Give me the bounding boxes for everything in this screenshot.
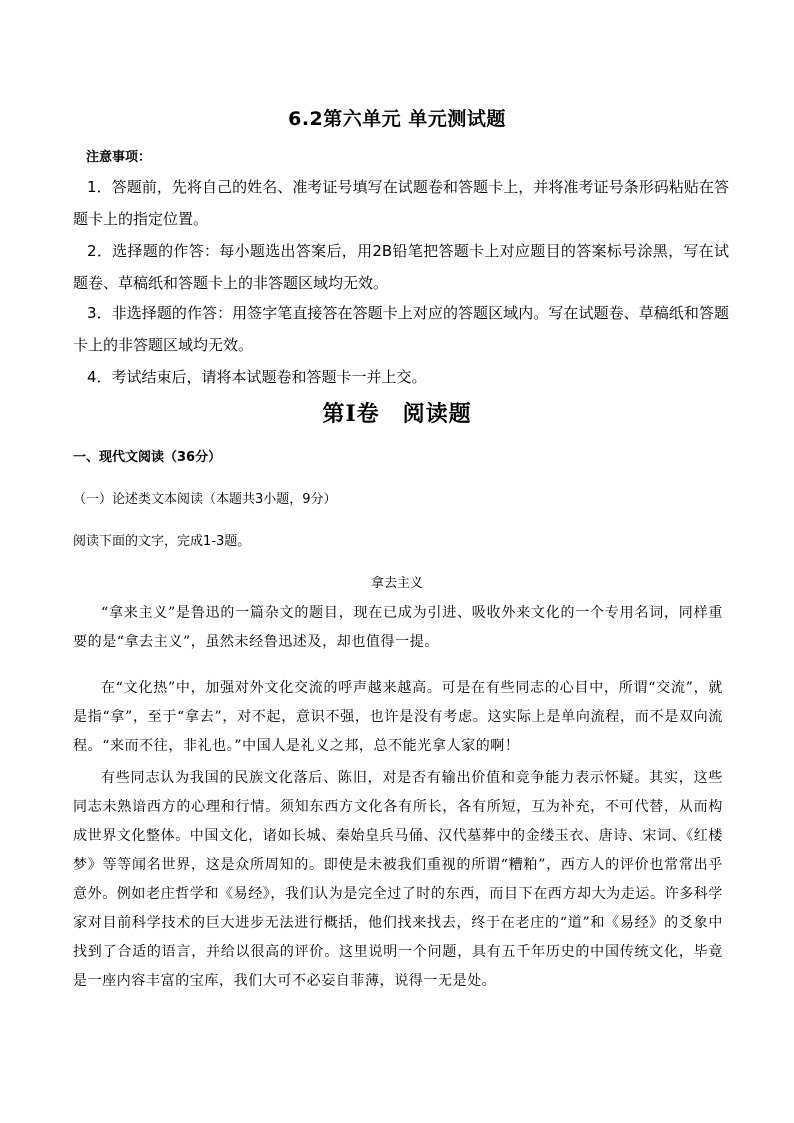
essay-paragraph-3: 有些同志认为我国的民族文化落后、陈旧，对是否有输出价值和竞争能力表示怀疑。其实，这些同志未熟谙西方的心理和行情。须知东西方文化各有所长，各有所短，互为补充，不可代替，从而构成世界文化整体。中国文化，诸如长城、秦始皇兵马俑、汉代墓葬中的金缕玉衣、唐诗、宋词、《红楼梦》等等闻名世界，这是众所周知的。即使是未被我们重视的所谓“糟粕”，西方人的评价也常常出乎意外。例如老庄哲学和《易经》，我们认为是完全过了时的东西，而目下在西方却大为走运。许多科学家对目前科学技术的巨大进步无法进行概括，他们找来找去，终于在老庄的“道”和《易经》的爻象中找到了合适的语言，并给以很高的评价。这里说明一个问题，具有五千年历史的中国传统文化，毕竟是一座内容丰富的宝库，我们大可不必妄自菲薄，说得一无是处。 xyxy=(73,770,723,989)
notice-item-4: 4．考试结束后，请将本试题卷和答题卡一并上交。 xyxy=(87,368,427,386)
essay-paragraph-2: 在“文化热”中，加强对外文化交流的呼声越来越高。可是在有些同志的心目中，所谓“交流”，就是指“拿”，至于“拿去”，对不起，意识不强，也许是没有考虑。这实际上是单向流程，而不是双向流程。“来而不往，非礼也。”中国人是礼义之邦，总不能光拿人家的啊！ xyxy=(73,680,723,754)
notice-item-3: 3．非选择题的作答：用签字笔直接答在答题卡上对应的答题区域内。写在试题卷、草稿纸和答题卡上的非答题区域均无效。 xyxy=(73,304,729,354)
section-heading: 一、现代文阅读（36分） xyxy=(73,450,222,465)
essay-title: 拿去主义 xyxy=(370,576,423,591)
section-subheading: （一）论述类文本阅读（本题共3小题，9分） xyxy=(73,492,337,507)
notice-item-2: 2．选择题的作答：每小题选出答案后，用2B铅笔把答题卡上对应题目的答案标号涂黑，写在试题卷、草稿纸和答题卡上的非答题区域均无效。 xyxy=(73,242,729,292)
notice-item-1: 1．答题前，先将自己的姓名、准考证号填写在试题卷和答题卡上，并将准考证号条形码粘贴在答题卡上的指定位置。 xyxy=(73,178,729,228)
reading-instruction: 阅读下面的文字，完成1-3题。 xyxy=(73,534,251,549)
essay-paragraph-1: “拿来主义”是鲁迅的一篇杂文的题目，现在已成为引进、吸收外来文化的一个专用名词，同样重要的是“拿去主义”，虽然未经鲁迅述及，却也值得一提。 xyxy=(73,605,723,650)
notice-heading: 注意事项： xyxy=(86,150,152,165)
page-title: 6.2第六单元 单元测试题 xyxy=(288,108,506,130)
part-title: 第Ⅰ卷 阅读题 xyxy=(322,401,472,427)
